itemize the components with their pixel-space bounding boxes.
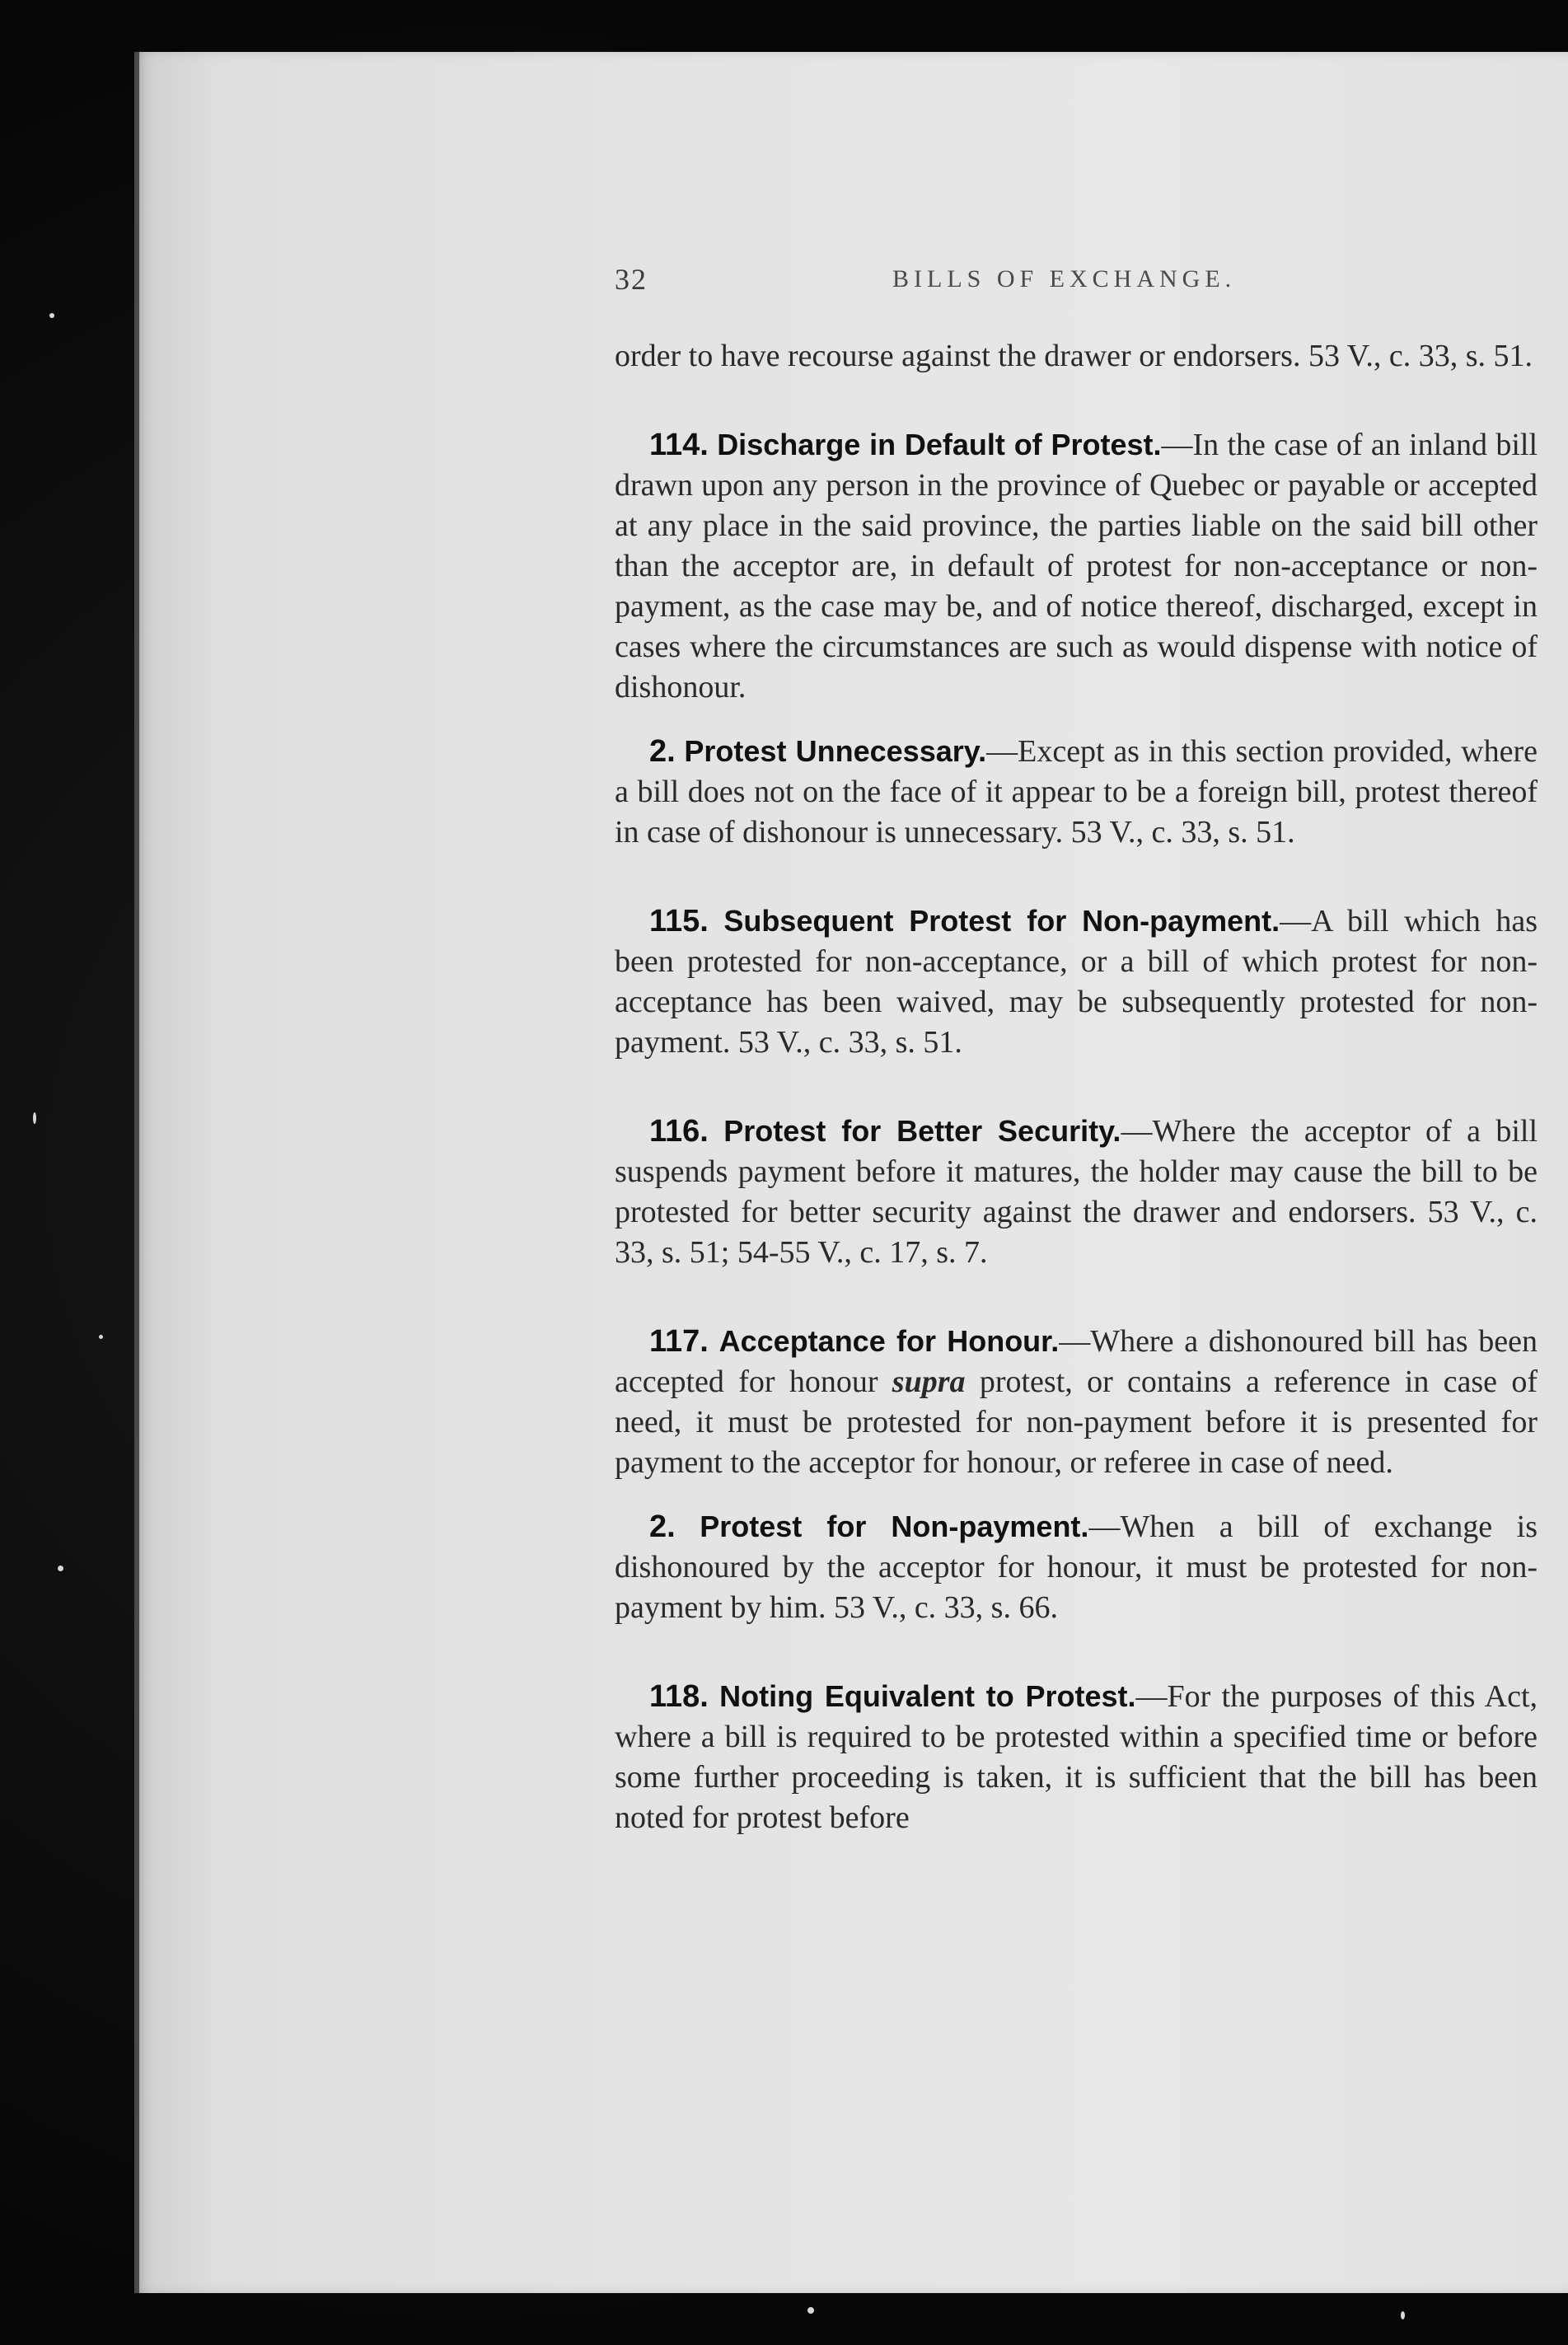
section-number: 115. xyxy=(649,904,709,938)
subsection-number: 2. xyxy=(649,1510,676,1544)
subsection-117-2 xyxy=(615,1506,1538,1628)
section-body-before: —Where a dishonoured bill has been accepted for honour xyxy=(615,1324,1538,1399)
section-heading: Subsequent Protest for Non-payment. xyxy=(723,904,1280,938)
section-body: —A bill which has been protested for non-acceptance, or a bill of which protest for non-acceptance has been waived, may be subsequently protested for non-payment. 53 V., c. 33, s. 51. xyxy=(615,904,1538,1060)
continuation-paragraph: order to have recourse against the drawer or endorsers. 53 V., c. 33, s. 51. xyxy=(615,339,1533,373)
subsection-heading: Protest Unnecessary. xyxy=(684,734,987,768)
dust-speck xyxy=(33,1112,36,1124)
dust-speck xyxy=(58,1566,63,1571)
section-number: 116. xyxy=(649,1114,709,1149)
section-body: —In the case of an inland bill drawn upon any person in the province of Quebec or payable or accepted at any place in the said province, the parties liable on the said bill other than the acceptor are, in default of protest for non-acceptance or non-payment, as the case may be, and of notice thereof, discharged, except in cases where the circumstances are such as would dispense with notice of dishonour. xyxy=(615,428,1538,704)
running-head xyxy=(476,262,1538,311)
section-115 xyxy=(615,901,1538,1063)
page-gutter-edge xyxy=(134,52,139,2293)
subsection-number: 2. xyxy=(649,734,676,769)
section-number: 118. xyxy=(649,1679,709,1714)
dust-speck xyxy=(807,2307,814,2314)
section-number: 114. xyxy=(649,428,709,462)
running-head-title: BILLS OF EXCHANGE. xyxy=(892,265,1237,293)
section-117 xyxy=(615,1321,1538,1483)
section-body: —For the purposes of this Act, where a bill is required to be protested within a specified time or before some further proceeding is taken, it is sufficient that the bill has been noted for protest before xyxy=(615,1679,1538,1835)
section-heading: Acceptance for Honour. xyxy=(718,1324,1060,1358)
italic-term: supra xyxy=(892,1364,966,1399)
section-heading: Noting Equivalent to Protest. xyxy=(719,1679,1136,1713)
section-116 xyxy=(615,1111,1538,1273)
page-number: 32 xyxy=(615,263,648,296)
subsection-114-2 xyxy=(615,731,1538,853)
dust-speck xyxy=(49,313,54,318)
subsection-body: —Except as in this section provided, where a bill does not on the face of it appear to be a foreign bill, protest thereof in case of dishonour is unnecessary. 53 V., c. 33, s. 51. xyxy=(615,734,1538,850)
section-114 xyxy=(615,424,1538,708)
section-heading: Protest for Better Security. xyxy=(723,1114,1121,1148)
page-text-block xyxy=(476,262,1538,1835)
section-number: 117. xyxy=(649,1324,709,1359)
subsection-body: —When a bill of exchange is dishonoured by the acceptor for honour, it must be protested for non-payment by him. 53 V., c. 33, s. 66. xyxy=(615,1510,1538,1625)
section-body: —Where the acceptor of a bill suspends payment before it matures, the holder may cause the bill to be protested for better security against the drawer and endorsers. 53 V., c. 33, s. 51; 54-55 V., c. 17, s. 7. xyxy=(615,1114,1538,1270)
dust-speck xyxy=(1401,2311,1405,2319)
section-body-after: protest, or contains a reference in case of need, it must be protested for non-payment before it is presented for payment to the acceptor for honour, or referee in case of need. xyxy=(615,1364,1538,1480)
section-118 xyxy=(615,1676,1538,1838)
page-content xyxy=(615,336,1538,1838)
dust-speck xyxy=(99,1335,103,1339)
section-heading: Discharge in Default of Protest. xyxy=(717,428,1162,461)
subsection-heading: Protest for Non-payment. xyxy=(700,1510,1089,1543)
